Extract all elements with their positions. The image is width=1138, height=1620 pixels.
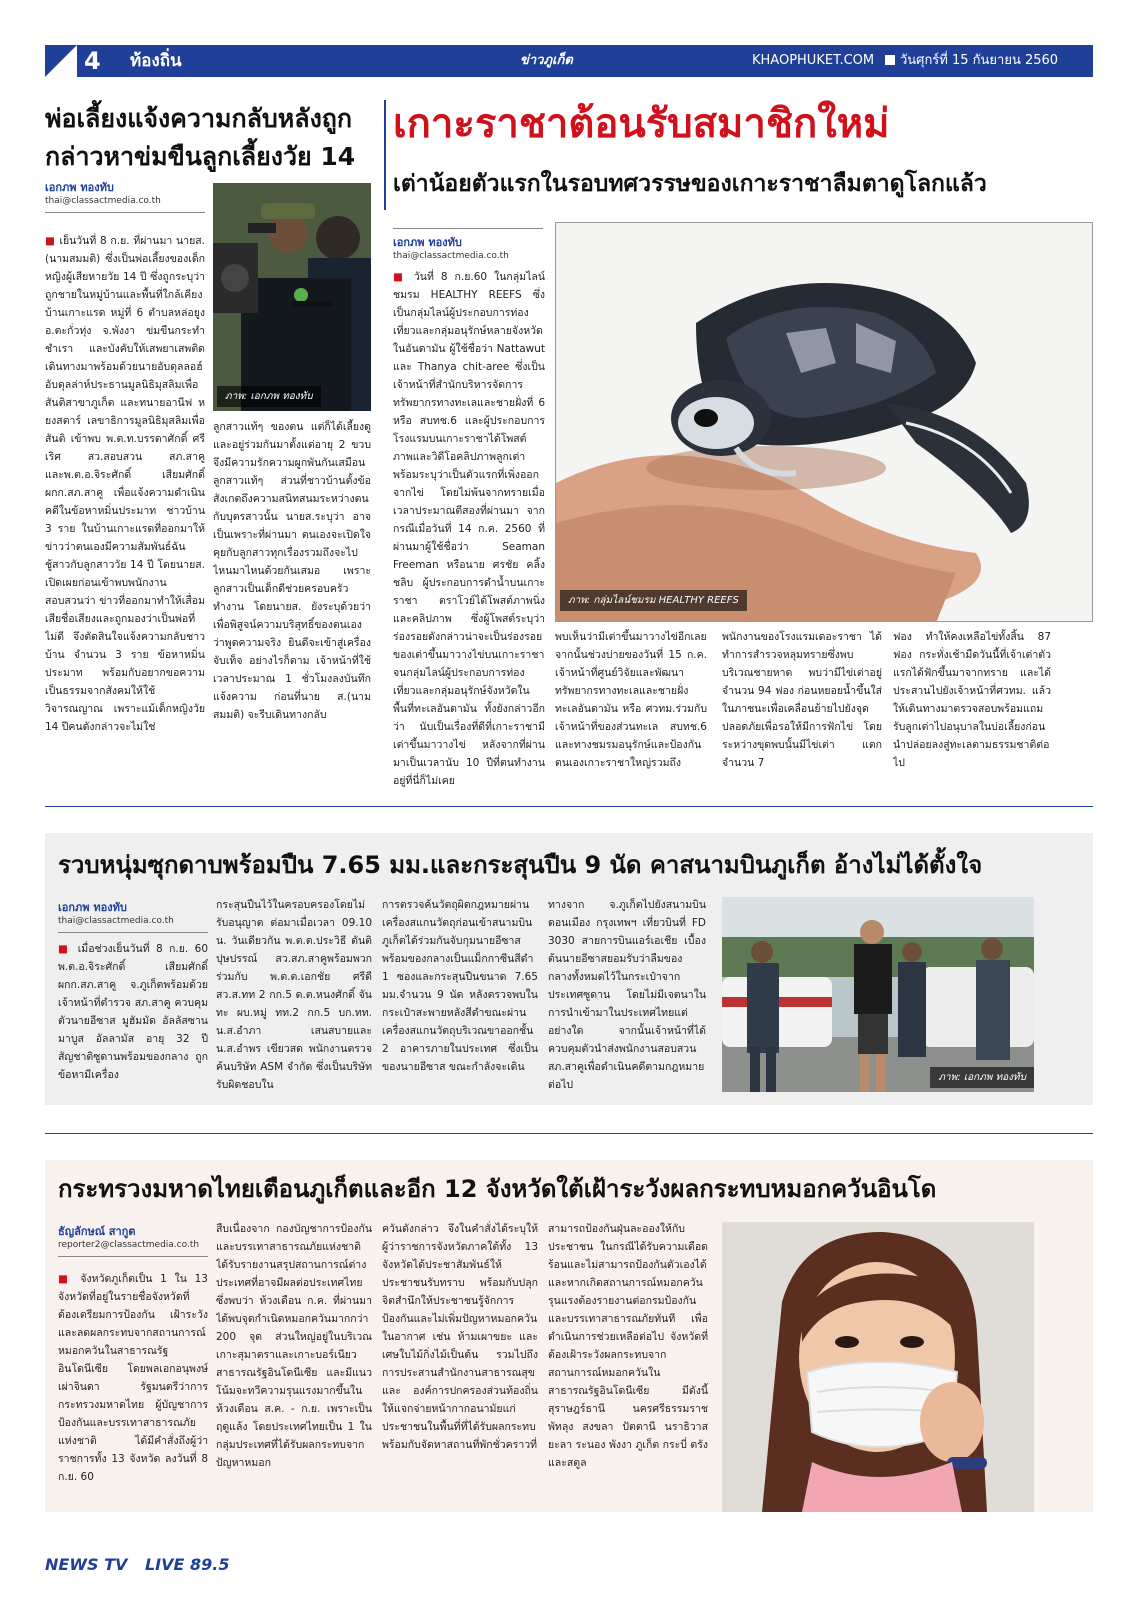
story-turtle-text-1: วันที่ 8 ก.ย.60 ในกลุ่มไลน์ชมรม HEALTHY REEFS ซึ่งเป็นกลุ่มไลน์ผู้ประกอบการท่องเที่ยวและกลุ่มอนุรักษ์หลายจังหวัดในอันดามัน ผู้ใช้ชื่อว่า Nattawut และ Thanya chit-aree ซึ่งเป็นเจ้าหน้าที่สำนักบริหารจัดการทรัพยากรทางทะเลและชายฝั่งที่ 6 หรือ สบทช.6 และผู้ประกอบการโรงแรมบนเกาะราชาได้โพสต์ภาพและวิดีโอคลิปภาพลูกเต่าพร้อมระบุว่าเป็นตัวแรกที่เพิ่งออกจากไข่ โดยไม่พ้นจากทรายเมื่อเวลาประมาณตีสองที่ผ่านมา จากกรณีเมื่อวันที่ 14 ก.ค. 2560 ที่ผ่านมาผู้ใช้ชื่อว่า Seaman Freeman หรือนาย ศรชัย คลิ้งชลิบ ผู้ประกอบการดำน้ำบนเกาะราชา ตราโวย์ได้โพสต์ภาพนิ่งและคลิปภาพ ซึ่งผู้โพสต์ระบุว่า ร่องรอยดังกล่าวน่าจะเป็นร่องรอยของเต่าขึ้นมาวางไข่บนเกาะราชาจนกลุ่มไลน์ผู้ประกอบการท่องเที่ยวและกลุ่มอนุรักษ์จังหวัดในพื้นที่ทะเลอันดามัน ทั้งยังกล่าวอีกว่า นับเป็นเรื่องที่ดีที่เกาะราชามีเต่าขึ้นมาวางไข่ หลังจากที่ผ่านมาเป็นเวลานับ 10 ปีที่ตนทำงานอยู่ที่นี่ก็ไม่เคย: [393, 271, 545, 787]
separator-square-icon: [885, 55, 895, 65]
story-haze-photo: [722, 1222, 1034, 1512]
story-turtle-text-3: พนักงานของโรงแรมเดอะราชา ได้ทำการสำรวจหลุมทรายซึ่งพบบริเวณชายหาด พบว่ามีไข่เต่าอยู่จำนวน 94 ฟอง ก่อนหยอยน้ำขึ้นใส่ในภาชนะเพื่อเคลื่อนย้ายไปยังจุดปลอดภัยเพื่อรอให้มีการฟักไข่ โดยระหว่างขุดพบนั้นมีไข่เต่า แตกจำนวน 7: [722, 631, 882, 769]
baby-turtle-illustration: [556, 223, 1093, 622]
story-turtle-text-4: ฟอง ทำให้คงเหลือไข่ทั้งสิ้น 87 ฟอง กระทั่งเช้ามืดวันนี้ที่เจ้าเต่าตัวแรกได้ฟักขึ้นมาจากทราย และได้ประสานไปยังเจ้าหน้าที่ศวทม. แล้วให้เดินทางมาตรวจสอบพร้อมแถมรับลูกเต่าไปอนุบาลในบ่อเลี้ยงก่อนนำปล่อยลงสู่ทะเลตามธรรมชาติต่อไป: [893, 631, 1051, 769]
story-haze-column-3: [382, 1220, 538, 1502]
story-left-byline: [45, 178, 205, 213]
section-divider-2: [45, 1133, 1093, 1134]
section-divider-1: [45, 806, 1093, 807]
story-turtle-subheadline: เต่าน้อยตัวแรกในรอบทศวรรษของเกาะราชาลืมตาดูโลกแล้ว: [393, 171, 987, 197]
story-left-text-2: ลูกสาวแท้ๆ ของตน แต่ก็ได้เลี้ยงดูและอยู่ร่วมกันมาตั้งแต่อายุ 2 ขวบ จึงมีความรักความผูกพันกันเสมือนลูกสาวแท้ๆ ส่วนที่ชาวบ้านตั้งข้อสังเกตถึงความสนิทสนมระหว่างตนกับบุตรสาวนั้น นายส.ระบุว่า อาจเป็นเพราะที่ผ่านมา ตนเองจะเปิดใจคุยกับลูกสาวทุกเรื่องรวมถึงจะไปไหนมาไหนด้วยกันเสมอ เพราะลูกสาวเป็นเด็กดีช่วยครอบครัวทำงาน โดยนายส. ยังระบุด้วยว่า เพื่อพิสูจน์ความบริสุทธิ์ของตนเองว่าพูดความจริง ยินดีจะเข้าสู่เครื่องจับเท็จ อย่างไรก็ตาม เจ้าหน้าที่ใช้เวลาประมาณ 1 ชั่วโมงลงบันทึกแจ้งความ ก่อนที่นาย ส.(นามสมมติ) จะรีบเดินทางกลับ: [213, 421, 371, 721]
issue-date: วันศุกร์ที่ 15 กันยายน 2560: [900, 53, 1059, 68]
turtle-photo: [555, 222, 1093, 622]
story-haze-text-3: ควันดังกล่าว จึงในคำสั่งได้ระบุให้ผู้ว่าราชการจังหวัดภาคใต้ทั้ง 13 จังหวัดได้ประชาสัมพันธ์ให้ประชาชนรับทราบ พร้อมกับปลุกจิตสำนึกให้ประชาชนรู้จักการป้องกันและไม่เพิ่มปัญหาหมอกควัน ในอากาศ เช่น ห้ามเผาขยะ และเศษใบไม้กิ่งไม้เป็นต้น รวมไปถึงการประสานสำนักงานสาธารณสุขและ องค์การปกครองส่วนท้องถิ่นให้แจกจ่ายหน้ากากอนามัยแก่ประชาชนในพื้นที่ที่ได้รับผลกระทบ พร้อมกับจัดหาสถานที่พักชั่วคราวที่: [382, 1223, 538, 1451]
story-haze-text-2: สืบเนื่องจาก กองบัญชาการป้องกันและบรรเทาสาธารณภัยแห่งชาติ ได้รับรายงานสรุปสถานการณ์ต่างประเทศที่อาจมีผลต่อประเทศไทย ซึ่งพบว่า ห้วงเดือน ก.ค. ที่ผ่านมาได้พบจุดกำเนิดหมอกควันมากกว่า 200 จุด ส่วนใหญ่อยู่ในบริเวณ เกาะสุมาตราและเกาะบอร์เนียว สาธารณรัฐอินโดนีเซีย และมีแนวโน้มจะทวีความรุนแรงมากขึ้นในห้วงเดือน ส.ค. - ก.ย. เพราะเป็นฤดูแล้ง โดยประเทศไทยเป็น 1 ในกลุ่มประเทศที่ได้รับผลกระทบจากปัญหาหมอก: [216, 1223, 372, 1469]
story-gun-column-4: [548, 896, 706, 1094]
story-gun-text-1: เมื่อช่วงเย็นวันที่ 8 ก.ย. 60 พ.ต.อ.จิระศักดิ์ เสียมศักดิ์ ผกก.สภ.สาคู จ.ภูเก็ตพร้อมด้วยเจ้าหน้าที่ตำรวจ สภ.สาคู ควบคุมตัวนายอีซาส มูฮัมมัด อัลลัสซาน มาบูส อัลลามัส อายุ 32 ปี สัญชาติซูดานพร้อมของกลาง ถูกข้อหามีเครื่อง: [58, 943, 208, 1081]
story-left-text-1: เย็นวันที่ 8 ก.ย. ที่ผ่านมา นายส. (นามสมมติ) ซึ่งเป็นพ่อเลี้ยงของเด็กหญิงผู้เสียหายวัย 14 ปี ซึ่งถูกระบุว่าถูกชายในหมู่บ้านและพื้นที่ใกล้เคียงบ้านเกาะแรด หมู่ที่ 6 ตำบลหล่อยูง อ.ตะกั่วทุ่ง จ.พังงา ข่มขืนกระทำชำเรา และบังคับให้เสพยาเสพติด เดินทางมาพร้อมด้วยนายอับดุลลอฮ์ อับดุลล่าห์ประธานมูลนิธิมุสลิมเพื่อสันติสาขาภูเก็ต และทนายอานีฟ หยงสตาร์ เลขาธิการมูลนิธิมุสลิมเพื่อสันติ เข้าพบ พ.ต.ท.บรรดาศักดิ์ ศรีเริศ สว.สอบสวน สภ.สาคู และพ.ต.อ.จิระศักดิ์ เสียมศักดิ์ ผกก.สภ.สาคู เพื่อแจ้งความดำเนินคดีในข้อหาหมิ่นประมาท ชาวบ้าน 3 ราย ในบ้านเกาะแรดที่ออกมาให้ข่าวว่าตนเองมีความสัมพันธ์ฉันชู้สาวกับลูกสาววัย 14 ปี โดยนายส. เปิดเผยก่อนเข้าพบพนักงานสอบสวนว่า ข่าวที่ออกมาทำให้เสื่อมเสียชื่อเสียงและถูกมองว่าเป็นพ่อที่ไม่ดี จึงตัดสินใจแจ้งความกลับชาวบ้าน จำนวน 3 ราย ข้อหาหมิ่นประมาท พร้อมกับอยากขอความเป็นธรรมจากสังคมให้ใช้วิจารณญาณ เพราะแม้เด็กหญิงวัย 14 ปีคนดังกล่าวจะไม่ใช่: [45, 235, 205, 733]
story-haze-column-1: [58, 1270, 208, 1502]
bullet-icon: ■: [45, 235, 60, 247]
story-haze-column-4: [548, 1220, 708, 1502]
byline-name: เอกภพ ทองทับ: [58, 901, 127, 914]
press-interview-illustration: [213, 183, 371, 411]
story-turtle-headline: เกาะราชาต้อนรับสมาชิกใหม่: [393, 101, 890, 147]
woman-with-mask-illustration: [722, 1222, 1034, 1512]
site-url: KHAOPHUKET.COM: [752, 53, 875, 68]
story-left-column-1: [45, 232, 205, 797]
story-gun-photo: [722, 897, 1034, 1092]
footer-logos: [45, 1552, 229, 1578]
story-turtle-text-2: พบเห็นว่ามีเต่าขึ้นมาวางไข่อีกเลย จากนั้นช่วงบ่ายของวันที่ 15 ก.ค. เจ้าหน้าที่ศูนย์วิจัยและพัฒนาทรัพยากรทางทะเลและชายฝั่งทะเลอันดามัน หรือ ศวทม.ร่วมกับเจ้าหน้าที่ของส่วนทะเล สบทช.6 และทางชมรมอนุรักษ์และป้องกันตนเองเกาะราชาใหญ่รวมถึง: [555, 631, 707, 769]
bullet-icon: ■: [58, 943, 78, 955]
story-gun-text-2: กระสุนปืนไว้ในครอบครองโดยไม่รับอนุญาต ต่อมาเมื่อเวลา 09.10 น. วันเดียวกัน พ.ต.ต.ประวิธี ตันติปุษปรรณ์ สว.สภ.สาคูพร้อมพวกร่วมกับ พ.ต.ต.เอกชัย ศรีดี สว.ส.ทท 2 กก.5 ด.ต.หนงศักดิ์ จันทะ ผบ.หมู่ ทท.2 กก.5 บก.ทท. น.ส.อำภา เสนสบายและ น.ส.อำพร เขียวสด พนักงานตรวจค้นบริษัท ASM จำกัด ซึ่งเป็นบริษัทรับผิดชอบใน: [216, 899, 372, 1091]
story-gun-photo-caption: ภาพ: เอกภพ ทองทับ: [930, 1067, 1034, 1088]
story-gun-headline: รวบหนุ่มซุกดาบพร้อมปืน 7.65 มม.และกระสุนปืน 9 นัด คาสนามบินภูเก็ต อ้างไม่ได้ตั้งใจ: [58, 851, 983, 879]
story-haze-column-2: [216, 1220, 372, 1502]
story-haze-text-1: จังหวัดภูเก็ตเป็น 1 ใน 13 จังหวัดที่อยู่ในรายชื่อจังหวัดที่ต้องเตรียมการป้องกัน เฝ้าระวังและลดผลกระทบจากสถานการณ์หมอกควันในสาธารณรัฐอินโดนีเซีย โดยพลเอกอนุพงษ์ เผ่าจินดา รัฐมนตรีว่าการกระทรวงมหาดไทย ผู้บัญชาการป้องกันและบรรเทาสาธารณภัยแห่งชาติ ได้มีคำสั่งถึงผู้ว่าราชการทั้ง 13 จังหวัด ลงวันที่ 8 ก.ย. 60: [58, 1273, 208, 1483]
byline-email: thai@classactmedia.co.th: [45, 196, 161, 206]
bullet-icon: ■: [58, 1273, 81, 1285]
story-gun-byline: [58, 898, 208, 933]
section-logo-icon: [45, 45, 77, 77]
byline-email: thai@classactmedia.co.th: [58, 916, 174, 926]
headline-divider: [384, 100, 386, 210]
paper-brand: ข่าวภูเก็ต: [520, 53, 573, 68]
byline-rule: [58, 1256, 208, 1257]
section-title: ท้องถิ่น: [130, 51, 182, 71]
story-haze-headline: กระทรวงมหาดไทยเตือนภูเก็ตและอีก 12 จังหวัดใต้เฝ้าระวังผลกระทบหมอกควันอินโด: [58, 1175, 937, 1203]
story-turtle-byline: [393, 228, 543, 261]
footer-logo-newstv: NEWS TV: [45, 1555, 128, 1574]
byline-name: เอกภพ ทองทับ: [393, 236, 462, 249]
story-left-column-2: [213, 418, 371, 797]
byline-name: ธัญลักษณ์ สากูต: [58, 1225, 136, 1238]
story-gun-column-2: [216, 896, 372, 1094]
story-gun-column-1: [58, 940, 208, 1094]
story-left-photo-caption: ภาพ: เอกภพ ทองทับ: [217, 386, 321, 407]
byline-name: เอกภพ ทองทับ: [45, 181, 114, 194]
story-left-headline: พ่อเลี้ยงแจ้งความกลับหลังถูกกล่าวหาข่มขืนลูกเลี้ยงวัย 14: [45, 104, 356, 171]
story-haze-text-4: สามารถป้องกันฝุ่นละอองให้กับประชาชน ในกรณีได้รับความเดือดร้อนและไม่สามารถป้องกันตัวเองได้ และหากเกิดสถานการณ์หมอกควันรุนแรงต้องรายงานต่อกรมป้องกันและบรรเทาสาธารณภัยทันที เพื่อดำเนินการช่วยเหลือต่อไป จังหวัดที่ต้องเฝ้าระวังผลกระทบจากสถานการณ์หมอกควันในสาธารณรัฐอินโดนีเซีย มีดังนี้ สุราษฎร์ธานี นครศรีธรรมราช พัทลุง สงขลา ปัตตานี นราธิวาส ยะลา ระนอง พังงา ภูเก็ต กระบี่ ตรัง และสตูล: [548, 1223, 708, 1469]
page-number: 4: [84, 47, 101, 75]
byline-rule: [58, 932, 208, 933]
story-gun-column-3: [382, 896, 538, 1094]
footer-logo-live: LIVE 89.5: [144, 1555, 230, 1574]
airport-arrest-illustration: [722, 897, 1034, 1092]
story-haze-byline: [58, 1222, 208, 1257]
story-gun-text-4: ทางจาก จ.ภูเก็ตไปยังสนามบินดอนเมือง กรุงเทพฯ เที่ยวบินที่ FD 3030 สายการบินแอร์เอเชีย เบื้องต้นนายอีซาสยอมรับว่าลืมของกลางทั้งหมดไว้ในกระเป๋าจากประเทศซูดาน โดยไม่มีเจตนาในการนำเข้ามาในประเทศไทยแต่อย่างใด จากนั้นเจ้าหน้าที่ได้ควบคุมตัวนำส่งพนักงานสอบสวน สภ.สาคูเพื่อดำเนินคดีตามกฎหมายต่อไป: [548, 899, 706, 1091]
story-turtle-column-4: [893, 628, 1051, 798]
byline-email: reporter2@classactmedia.co.th: [58, 1240, 200, 1250]
story-left-photo: [213, 183, 371, 411]
byline-rule: [45, 212, 205, 213]
byline-email: thai@classactmedia.co.th: [393, 251, 509, 261]
story-turtle-column-2: [555, 628, 707, 798]
story-gun-text-3: การตรวจค้นวัตถุผิดกฎหมายผ่านเครื่องสแกนวัตถุก่อนเข้าสนามบินภูเก็ตได้ร่วมกันจับกุมนายอีซาส พร้อมของกลางเป็นแม็กกาซีนสีดำ 1 ซองและกระสุนปืนขนาด 7.65 มม.จำนวน 9 นัด หลังตรวจพบในกระเป๋าสะพายหลังสีดำขณะผ่านเครื่องสแกนวัตถุบริเวณขาออกชั้น 2 อาคารภายในประเทศ ซึ่งเป็นของนายอีซาส ขณะกำลังจะเดิน: [382, 899, 538, 1073]
turtle-photo-caption: ภาพ: กลุ่มไลน์ชมรม HEALTHY REEFS: [560, 590, 747, 611]
story-turtle-column-1: [393, 268, 545, 798]
byline-rule: [393, 228, 543, 229]
bullet-icon: ■: [393, 271, 414, 283]
story-turtle-column-3: [722, 628, 882, 798]
